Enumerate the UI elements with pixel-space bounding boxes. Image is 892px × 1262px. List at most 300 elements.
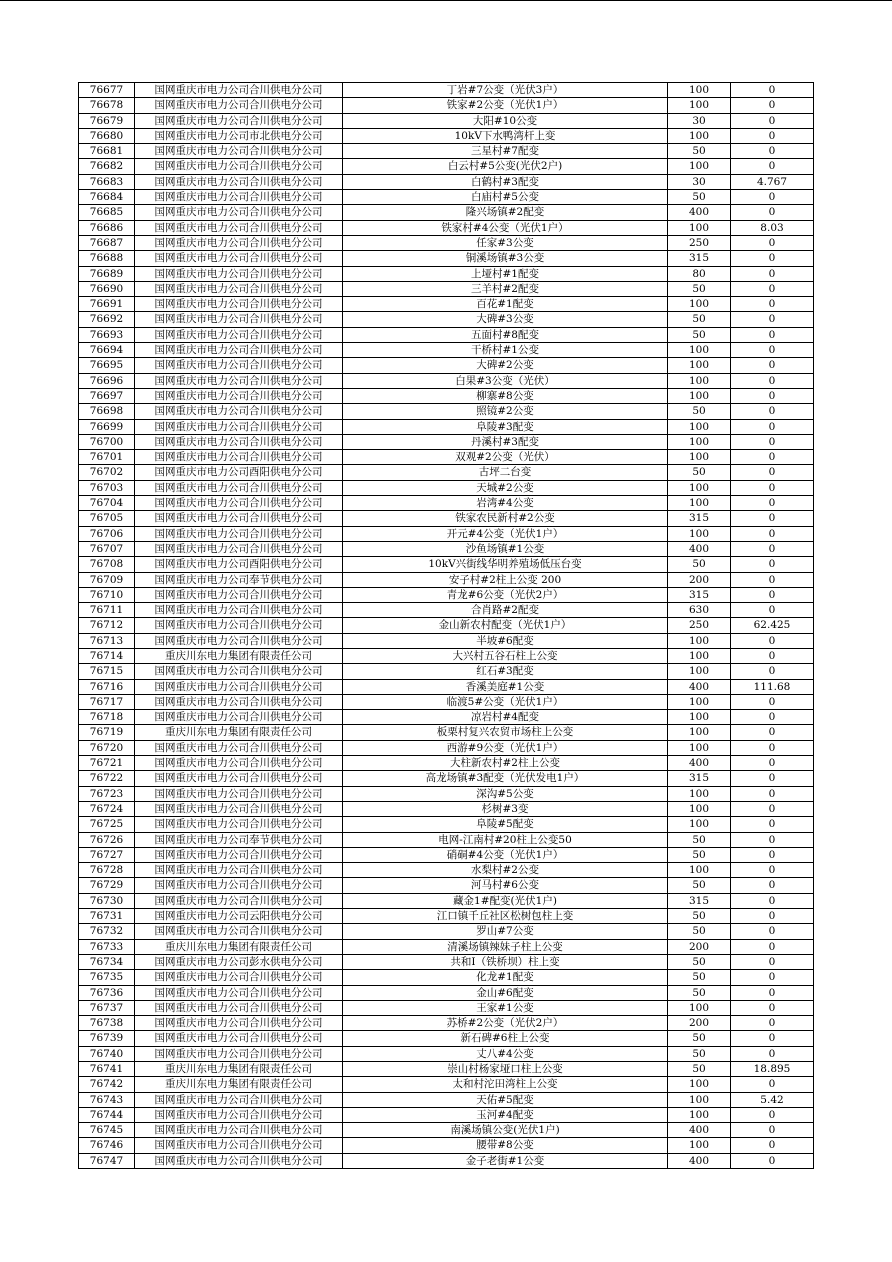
table-row <box>79 480 814 495</box>
company-cell: 国网重庆市电力公司云阳供电分公司 <box>135 909 343 924</box>
row-id-cell: 76694 <box>79 343 135 358</box>
company-cell: 国网重庆市电力公司合川供电分公司 <box>135 434 343 449</box>
value-cell: 0 <box>731 297 814 312</box>
value-cell: 0 <box>731 633 814 648</box>
transformer-name-cell: 干桥村#1公变 <box>343 343 668 358</box>
row-id-cell: 76722 <box>79 771 135 786</box>
value-cell: 0 <box>731 205 814 220</box>
row-id-cell: 76732 <box>79 924 135 939</box>
transformer-name-cell: 双观#2公变（光伏） <box>343 450 668 465</box>
table-row <box>79 220 814 235</box>
capacity-cell: 100 <box>668 863 731 878</box>
table-row <box>79 572 814 587</box>
table-row <box>79 144 814 159</box>
capacity-cell: 400 <box>668 541 731 556</box>
row-id-cell: 76736 <box>79 985 135 1000</box>
company-cell: 重庆川东电力集团有限责任公司 <box>135 648 343 663</box>
value-cell: 0 <box>731 694 814 709</box>
table-row <box>79 801 814 816</box>
table-row <box>79 251 814 266</box>
value-cell: 0 <box>731 557 814 572</box>
table-row <box>79 664 814 679</box>
transformer-name-cell: 杉树#3变 <box>343 801 668 816</box>
company-cell: 国网重庆市电力公司合川供电分公司 <box>135 343 343 358</box>
row-id-cell: 76716 <box>79 679 135 694</box>
transformer-name-cell: 安子村#2柱上公变 200 <box>343 572 668 587</box>
table-row <box>79 128 814 143</box>
value-cell: 0 <box>731 725 814 740</box>
table-row <box>79 511 814 526</box>
value-cell: 0 <box>731 710 814 725</box>
capacity-cell: 100 <box>668 633 731 648</box>
row-id-cell: 76739 <box>79 1031 135 1046</box>
company-cell: 国网重庆市电力公司奉节供电分公司 <box>135 832 343 847</box>
value-cell: 0 <box>731 1077 814 1092</box>
row-id-cell: 76721 <box>79 756 135 771</box>
value-cell: 0 <box>731 1046 814 1061</box>
row-id-cell: 76718 <box>79 710 135 725</box>
table-row <box>79 266 814 281</box>
capacity-cell: 400 <box>668 1153 731 1168</box>
transformer-name-cell: 金山新农村配变（光伏1户） <box>343 618 668 633</box>
transformer-name-cell: 崇山村杨家垭口柱上公变 <box>343 1062 668 1077</box>
transformer-name-cell: 白果#3公变（光伏） <box>343 373 668 388</box>
table-row <box>79 954 814 969</box>
table-row <box>79 1107 814 1122</box>
capacity-cell: 100 <box>668 388 731 403</box>
row-id-cell: 76679 <box>79 113 135 128</box>
transformer-name-cell: 大柱新农村#2柱上公变 <box>343 756 668 771</box>
transformer-name-cell: 凉岩村#4配变 <box>343 710 668 725</box>
company-cell: 国网重庆市电力公司合川供电分公司 <box>135 113 343 128</box>
table-row <box>79 312 814 327</box>
transformer-name-cell: 丈八#4公变 <box>343 1046 668 1061</box>
transformer-name-cell: 玉河#4配变 <box>343 1107 668 1122</box>
table-row <box>79 863 814 878</box>
capacity-cell: 100 <box>668 373 731 388</box>
company-cell: 国网重庆市电力公司合川供电分公司 <box>135 970 343 985</box>
value-cell: 0 <box>731 985 814 1000</box>
table-row <box>79 159 814 174</box>
company-cell: 国网重庆市电力公司合川供电分公司 <box>135 174 343 189</box>
company-cell: 国网重庆市电力公司合川供电分公司 <box>135 694 343 709</box>
capacity-cell: 50 <box>668 954 731 969</box>
company-cell: 国网重庆市电力公司合川供电分公司 <box>135 1107 343 1122</box>
value-cell: 0 <box>731 1031 814 1046</box>
capacity-cell: 100 <box>668 710 731 725</box>
value-cell: 0 <box>731 434 814 449</box>
row-id-cell: 76719 <box>79 725 135 740</box>
company-cell: 国网重庆市电力公司合川供电分公司 <box>135 450 343 465</box>
company-cell: 国网重庆市电力公司合川供电分公司 <box>135 373 343 388</box>
table-row <box>79 404 814 419</box>
row-id-cell: 76700 <box>79 434 135 449</box>
transformer-name-cell: 金山#6配变 <box>343 985 668 1000</box>
capacity-cell: 200 <box>668 1016 731 1031</box>
value-cell: 0 <box>731 450 814 465</box>
table-row <box>79 113 814 128</box>
capacity-cell: 100 <box>668 664 731 679</box>
company-cell: 国网重庆市电力公司合川供电分公司 <box>135 618 343 633</box>
company-cell: 国网重庆市电力公司合川供电分公司 <box>135 98 343 113</box>
company-cell: 国网重庆市电力公司合川供电分公司 <box>135 847 343 862</box>
capacity-cell: 50 <box>668 281 731 296</box>
transformer-name-cell: 岩湾#4公变 <box>343 496 668 511</box>
capacity-cell: 50 <box>668 404 731 419</box>
row-id-cell: 76737 <box>79 1000 135 1015</box>
row-id-cell: 76747 <box>79 1153 135 1168</box>
value-cell: 0 <box>731 358 814 373</box>
capacity-cell: 50 <box>668 144 731 159</box>
value-cell: 0 <box>731 587 814 602</box>
row-id-cell: 76684 <box>79 190 135 205</box>
table-row <box>79 939 814 954</box>
row-id-cell: 76693 <box>79 327 135 342</box>
table-row <box>79 434 814 449</box>
row-id-cell: 76687 <box>79 235 135 250</box>
transformer-name-cell: 五面村#8配变 <box>343 327 668 342</box>
transformer-name-cell: 白鹤村#3配变 <box>343 174 668 189</box>
capacity-cell: 30 <box>668 174 731 189</box>
table-row <box>79 557 814 572</box>
row-id-cell: 76699 <box>79 419 135 434</box>
table-row <box>79 1092 814 1107</box>
transformer-name-cell: 铁家村#4公变（光伏1户） <box>343 220 668 235</box>
value-cell: 0 <box>731 343 814 358</box>
value-cell: 0 <box>731 970 814 985</box>
company-cell: 重庆川东电力集团有限责任公司 <box>135 1062 343 1077</box>
row-id-cell: 76735 <box>79 970 135 985</box>
value-cell: 0 <box>731 98 814 113</box>
row-id-cell: 76711 <box>79 603 135 618</box>
company-cell: 国网重庆市电力公司酉阳供电分公司 <box>135 557 343 572</box>
transformer-name-cell: 大碑#3公变 <box>343 312 668 327</box>
company-cell: 国网重庆市电力公司合川供电分公司 <box>135 281 343 296</box>
transformer-name-cell: 铁家农民新村#2公变 <box>343 511 668 526</box>
table-row <box>79 893 814 908</box>
row-id-cell: 76743 <box>79 1092 135 1107</box>
transformer-name-cell: 清溪场镇辣妹子柱上公变 <box>343 939 668 954</box>
capacity-cell: 400 <box>668 679 731 694</box>
capacity-cell: 100 <box>668 725 731 740</box>
table-row <box>79 878 814 893</box>
company-cell: 国网重庆市电力公司合川供电分公司 <box>135 863 343 878</box>
transformer-name-cell: 王家#1公变 <box>343 1000 668 1015</box>
value-cell: 0 <box>731 251 814 266</box>
value-cell: 0 <box>731 939 814 954</box>
value-cell: 0 <box>731 801 814 816</box>
company-cell: 国网重庆市电力公司合川供电分公司 <box>135 419 343 434</box>
capacity-cell: 30 <box>668 113 731 128</box>
transformer-name-cell: 天佑#5配变 <box>343 1092 668 1107</box>
company-cell: 国网重庆市电力公司合川供电分公司 <box>135 159 343 174</box>
capacity-cell: 315 <box>668 251 731 266</box>
row-id-cell: 76686 <box>79 220 135 235</box>
transformer-name-cell: 阜陵#5配变 <box>343 817 668 832</box>
value-cell: 18.895 <box>731 1062 814 1077</box>
capacity-cell: 315 <box>668 511 731 526</box>
value-cell: 0 <box>731 373 814 388</box>
transformer-name-cell: 开元#4公变（光伏1户） <box>343 526 668 541</box>
row-id-cell: 76717 <box>79 694 135 709</box>
value-cell: 0 <box>731 603 814 618</box>
capacity-cell: 50 <box>668 1046 731 1061</box>
transformer-name-cell: 丹溪村#3配变 <box>343 434 668 449</box>
value-cell: 0 <box>731 817 814 832</box>
row-id-cell: 76724 <box>79 801 135 816</box>
company-cell: 国网重庆市电力公司合川供电分公司 <box>135 220 343 235</box>
table-row <box>79 587 814 602</box>
company-cell: 国网重庆市电力公司奉节供电分公司 <box>135 572 343 587</box>
capacity-cell: 100 <box>668 128 731 143</box>
row-id-cell: 76696 <box>79 373 135 388</box>
value-cell: 0 <box>731 159 814 174</box>
row-id-cell: 76733 <box>79 939 135 954</box>
capacity-cell: 250 <box>668 235 731 250</box>
row-id-cell: 76683 <box>79 174 135 189</box>
value-cell: 0 <box>731 190 814 205</box>
capacity-cell: 100 <box>668 159 731 174</box>
table-row <box>79 1000 814 1015</box>
transformer-name-cell: 大阳#10公变 <box>343 113 668 128</box>
capacity-cell: 100 <box>668 358 731 373</box>
capacity-cell: 100 <box>668 1092 731 1107</box>
capacity-cell: 50 <box>668 909 731 924</box>
capacity-cell: 100 <box>668 1107 731 1122</box>
transformer-name-cell: 10kV下水鸭湾杆上变 <box>343 128 668 143</box>
capacity-cell: 100 <box>668 694 731 709</box>
table-row <box>79 174 814 189</box>
value-cell: 0 <box>731 847 814 862</box>
transformer-name-cell: 照镜#2公变 <box>343 404 668 419</box>
row-id-cell: 76720 <box>79 740 135 755</box>
row-id-cell: 76738 <box>79 1016 135 1031</box>
row-id-cell: 76713 <box>79 633 135 648</box>
row-id-cell: 76678 <box>79 98 135 113</box>
row-id-cell: 76731 <box>79 909 135 924</box>
capacity-cell: 100 <box>668 297 731 312</box>
capacity-cell: 400 <box>668 205 731 220</box>
capacity-cell: 100 <box>668 526 731 541</box>
capacity-cell: 100 <box>668 1000 731 1015</box>
table-row <box>79 1016 814 1031</box>
capacity-cell: 200 <box>668 572 731 587</box>
capacity-cell: 400 <box>668 1123 731 1138</box>
value-cell: 111.68 <box>731 679 814 694</box>
capacity-cell: 315 <box>668 893 731 908</box>
row-id-cell: 76705 <box>79 511 135 526</box>
company-cell: 国网重庆市电力公司合川供电分公司 <box>135 587 343 602</box>
table-row <box>79 847 814 862</box>
capacity-cell: 100 <box>668 1077 731 1092</box>
table-row <box>79 496 814 511</box>
transformer-name-cell: 金子老街#1公变 <box>343 1153 668 1168</box>
table-row <box>79 358 814 373</box>
transformer-name-cell: 河马村#6公变 <box>343 878 668 893</box>
company-cell: 国网重庆市电力公司合川供电分公司 <box>135 740 343 755</box>
company-cell: 国网重庆市电力公司合川供电分公司 <box>135 511 343 526</box>
value-cell: 62.425 <box>731 618 814 633</box>
row-id-cell: 76702 <box>79 465 135 480</box>
transformer-name-cell: 沙鱼场镇#1公变 <box>343 541 668 556</box>
transformer-name-cell: 上垭村#1配变 <box>343 266 668 281</box>
transformer-name-cell: 高龙场镇#3配变（光伏发电1户） <box>343 771 668 786</box>
company-cell: 国网重庆市电力公司合川供电分公司 <box>135 1123 343 1138</box>
capacity-cell: 50 <box>668 924 731 939</box>
value-cell: 0 <box>731 1123 814 1138</box>
row-id-cell: 76695 <box>79 358 135 373</box>
capacity-cell: 100 <box>668 434 731 449</box>
row-id-cell: 76744 <box>79 1107 135 1122</box>
transformer-name-cell: 丁岩#7公变（光伏3户） <box>343 83 668 98</box>
row-id-cell: 76714 <box>79 648 135 663</box>
table-row <box>79 832 814 847</box>
table-row <box>79 327 814 342</box>
company-cell: 国网重庆市电力公司合川供电分公司 <box>135 893 343 908</box>
capacity-cell: 100 <box>668 343 731 358</box>
company-cell: 国网重庆市电力公司合川供电分公司 <box>135 1031 343 1046</box>
table-row <box>79 450 814 465</box>
table-row <box>79 924 814 939</box>
row-id-cell: 76691 <box>79 297 135 312</box>
company-cell: 国网重庆市电力公司合川供电分公司 <box>135 266 343 281</box>
table-row <box>79 373 814 388</box>
value-cell: 0 <box>731 541 814 556</box>
row-id-cell: 76734 <box>79 954 135 969</box>
row-id-cell: 76689 <box>79 266 135 281</box>
value-cell: 0 <box>731 893 814 908</box>
transformer-name-cell: 铁家#2公变（光伏1户） <box>343 98 668 113</box>
table-row <box>79 83 814 98</box>
row-id-cell: 76741 <box>79 1062 135 1077</box>
company-cell: 国网重庆市电力公司合川供电分公司 <box>135 312 343 327</box>
value-cell: 0 <box>731 128 814 143</box>
table-row <box>79 740 814 755</box>
transformer-name-cell: 天城#2公变 <box>343 480 668 495</box>
capacity-cell: 50 <box>668 832 731 847</box>
table-row <box>79 817 814 832</box>
value-cell: 0 <box>731 664 814 679</box>
transformer-name-cell: 白云村#5公变(光伏2户) <box>343 159 668 174</box>
value-cell: 0 <box>731 648 814 663</box>
transformer-name-cell: 三星村#7配变 <box>343 144 668 159</box>
table-row <box>79 419 814 434</box>
company-cell: 国网重庆市电力公司合川供电分公司 <box>135 710 343 725</box>
capacity-cell: 50 <box>668 847 731 862</box>
transformer-name-cell: 香溪美庭#1公变 <box>343 679 668 694</box>
transformer-name-cell: 深沟#5公变 <box>343 786 668 801</box>
transformer-name-cell: 新石碑#6柱上公变 <box>343 1031 668 1046</box>
row-id-cell: 76704 <box>79 496 135 511</box>
value-cell: 0 <box>731 113 814 128</box>
capacity-cell: 400 <box>668 756 731 771</box>
transformer-name-cell: 三羊村#2配变 <box>343 281 668 296</box>
capacity-cell: 100 <box>668 480 731 495</box>
table-row <box>79 909 814 924</box>
transformer-name-cell: 铜溪场镇#3公变 <box>343 251 668 266</box>
transformer-name-cell: 隆兴场镇#2配变 <box>343 205 668 220</box>
row-id-cell: 76681 <box>79 144 135 159</box>
transformer-name-cell: 江口镇千丘社区松树包柱上变 <box>343 909 668 924</box>
row-id-cell: 76685 <box>79 205 135 220</box>
table-row <box>79 1062 814 1077</box>
table-row <box>79 603 814 618</box>
table-row <box>79 190 814 205</box>
capacity-cell: 50 <box>668 465 731 480</box>
transformer-name-cell: 临渡5#公变（光伏1户） <box>343 694 668 709</box>
table-row <box>79 1123 814 1138</box>
transformer-name-cell: 太和村沱田湾柱上公变 <box>343 1077 668 1092</box>
transformer-name-cell: 共和I（铁桥坝）柱上变 <box>343 954 668 969</box>
transformer-name-cell: 西游#9公变（光伏1户） <box>343 740 668 755</box>
table-row <box>79 1046 814 1061</box>
value-cell: 0 <box>731 480 814 495</box>
table-row <box>79 1153 814 1168</box>
table-row <box>79 771 814 786</box>
value-cell: 0 <box>731 266 814 281</box>
company-cell: 国网重庆市电力公司合川供电分公司 <box>135 664 343 679</box>
company-cell: 国网重庆市电力公司合川供电分公司 <box>135 144 343 159</box>
transformer-name-cell: 大碑#2公变 <box>343 358 668 373</box>
transformer-name-cell: 半坡#6配变 <box>343 633 668 648</box>
capacity-cell: 100 <box>668 450 731 465</box>
value-cell: 0 <box>731 786 814 801</box>
value-cell: 0 <box>731 465 814 480</box>
value-cell: 0 <box>731 572 814 587</box>
table-row <box>79 388 814 403</box>
value-cell: 0 <box>731 1016 814 1031</box>
row-id-cell: 76712 <box>79 618 135 633</box>
row-id-cell: 76710 <box>79 587 135 602</box>
capacity-cell: 50 <box>668 878 731 893</box>
company-cell: 国网重庆市电力公司合川供电分公司 <box>135 801 343 816</box>
row-id-cell: 76726 <box>79 832 135 847</box>
capacity-cell: 100 <box>668 419 731 434</box>
company-cell: 国网重庆市电力公司合川供电分公司 <box>135 924 343 939</box>
table-row <box>79 526 814 541</box>
capacity-cell: 100 <box>668 1138 731 1153</box>
transformer-name-cell: 红石#3配变 <box>343 664 668 679</box>
company-cell: 国网重庆市电力公司酉阳供电分公司 <box>135 465 343 480</box>
capacity-cell: 100 <box>668 98 731 113</box>
capacity-cell: 100 <box>668 648 731 663</box>
row-id-cell: 76706 <box>79 526 135 541</box>
value-cell: 0 <box>731 83 814 98</box>
transformer-name-cell: 百花#1配变 <box>343 297 668 312</box>
transformer-name-cell: 硝硐#4公变（光伏1户） <box>343 847 668 862</box>
company-cell: 国网重庆市电力公司合川供电分公司 <box>135 480 343 495</box>
company-cell: 国网重庆市电力公司合川供电分公司 <box>135 251 343 266</box>
value-cell: 0 <box>731 388 814 403</box>
company-cell: 国网重庆市电力公司合川供电分公司 <box>135 297 343 312</box>
value-cell: 0 <box>731 771 814 786</box>
transformer-name-cell: 南溪场镇公变(光伏1户) <box>343 1123 668 1138</box>
capacity-cell: 50 <box>668 557 731 572</box>
transformer-name-cell: 电网-江南村#20柱上公变50 <box>343 832 668 847</box>
row-id-cell: 76697 <box>79 388 135 403</box>
table-row <box>79 1077 814 1092</box>
capacity-cell: 50 <box>668 1031 731 1046</box>
value-cell: 0 <box>731 312 814 327</box>
capacity-cell: 315 <box>668 771 731 786</box>
row-id-cell: 76682 <box>79 159 135 174</box>
company-cell: 国网重庆市电力公司合川供电分公司 <box>135 1092 343 1107</box>
data-table <box>78 82 814 1169</box>
company-cell: 国网重庆市电力公司合川供电分公司 <box>135 327 343 342</box>
row-id-cell: 76688 <box>79 251 135 266</box>
table-row <box>79 205 814 220</box>
company-cell: 国网重庆市电力公司合川供电分公司 <box>135 1000 343 1015</box>
